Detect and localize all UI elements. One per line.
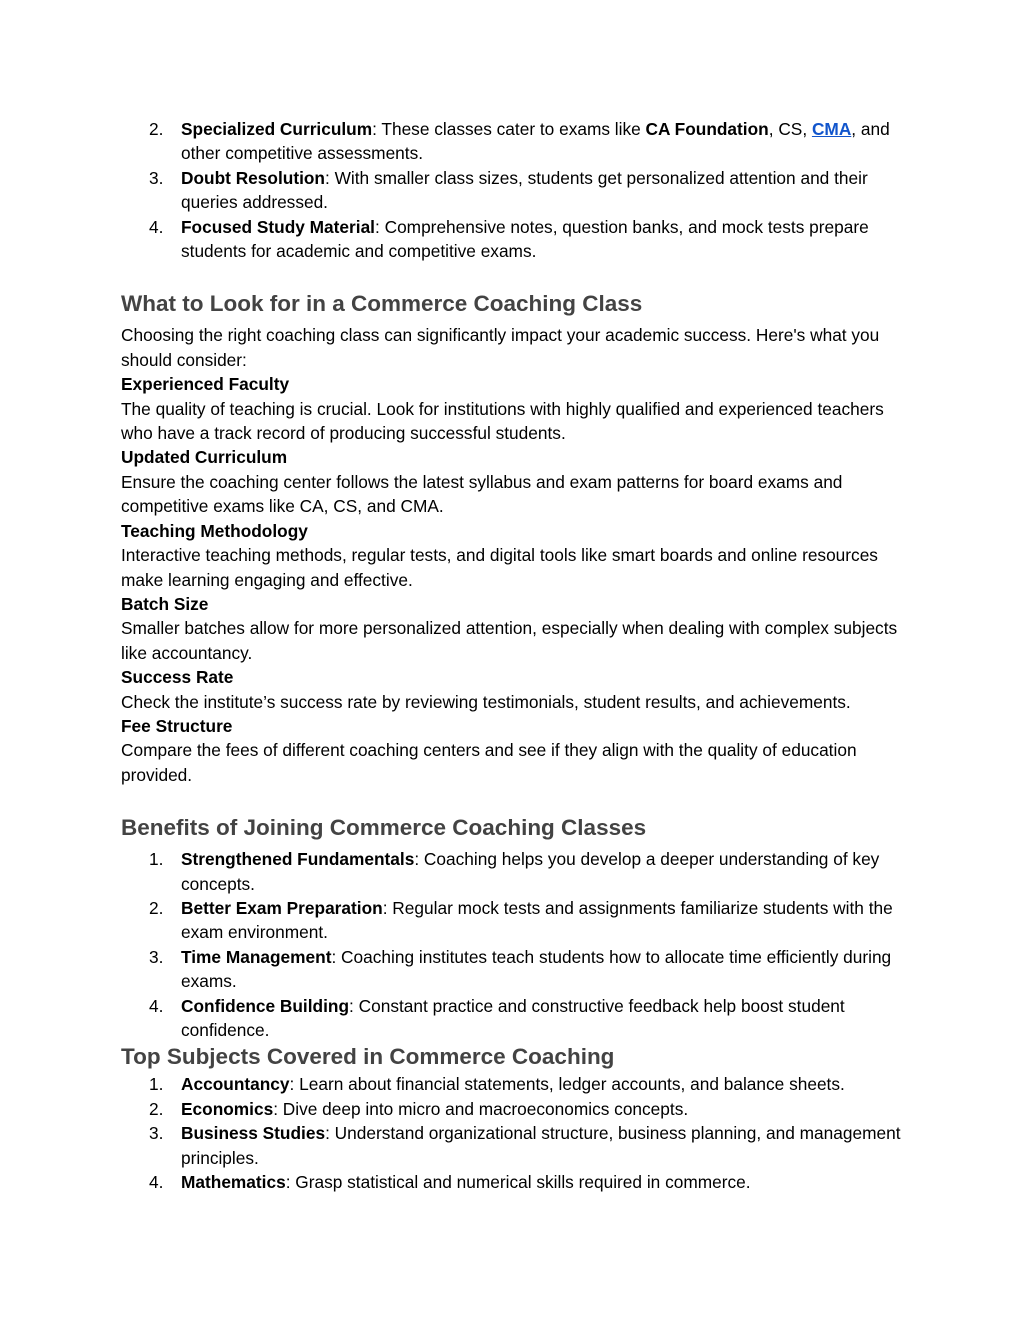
item-title: Doubt Resolution bbox=[181, 167, 325, 188]
benefits-list bbox=[121, 847, 911, 1042]
section-heading: Benefits of Joining Commerce Coaching Classes bbox=[121, 815, 647, 841]
list-number: 4. bbox=[149, 995, 164, 1016]
document-page bbox=[121, 117, 911, 1194]
list-item bbox=[121, 215, 911, 264]
criterion-title: Experienced Faculty bbox=[121, 374, 290, 395]
list-item bbox=[121, 896, 911, 945]
criterion-text: Smaller batches allow for more personalized attention, especially when dealing with complex subjects like accountancy. bbox=[121, 618, 898, 663]
criterion-text: Compare the fees of different coaching centers and see if they align with the quality of education provided. bbox=[121, 740, 857, 785]
item-title: Mathematics bbox=[181, 1172, 286, 1193]
criterion-title: Batch Size bbox=[121, 593, 209, 614]
item-title: Focused Study Material bbox=[181, 216, 375, 237]
item-text: : Comprehensive notes, question banks, and mock tests prepare students for academic and competitive exams. bbox=[181, 216, 869, 262]
list-item bbox=[121, 1072, 911, 1096]
item-text: : With smaller class sizes, students get personalized attention and their queries addressed. bbox=[181, 167, 868, 213]
list-number: 4. bbox=[149, 1172, 164, 1193]
section-heading: What to Look for in a Commerce Coaching Class bbox=[121, 291, 643, 317]
list-number: 4. bbox=[149, 216, 164, 237]
list-item bbox=[121, 1121, 911, 1170]
criteria-list bbox=[121, 372, 911, 787]
item-text: : Dive deep into micro and macroeconomics concepts. bbox=[273, 1098, 689, 1119]
item-text: : Learn about financial statements, ledger accounts, and balance sheets. bbox=[289, 1074, 845, 1095]
item-text: : These classes cater to exams like bbox=[372, 119, 646, 139]
item-text: , CS, bbox=[768, 119, 812, 139]
item-title: Accountancy bbox=[181, 1074, 290, 1095]
cma-link[interactable]: CMA bbox=[811, 119, 852, 139]
list-item bbox=[121, 117, 911, 166]
subjects-list bbox=[121, 1072, 911, 1194]
list-number: 3. bbox=[149, 1123, 164, 1144]
criterion-text: Ensure the coaching center follows the latest syllabus and exam patterns for board exams and competitive exams like CA, CS, and CMA. bbox=[121, 471, 843, 517]
list-number: 1. bbox=[149, 849, 164, 870]
item-text: : Regular mock tests and assignments familiarize students with the exam environment. bbox=[181, 897, 893, 943]
section-intro: Choosing the right coaching class can significantly impact your academic success. Here's what you should consider: bbox=[121, 325, 880, 370]
list-item bbox=[121, 1097, 911, 1121]
list-item bbox=[121, 945, 911, 994]
item-title: Better Exam Preparation bbox=[181, 897, 383, 918]
item-text: : Coaching helps you develop a deeper understanding of key concepts. bbox=[181, 849, 880, 894]
section-heading: Top Subjects Covered in Commerce Coaching bbox=[121, 1044, 615, 1070]
list-number: 1. bbox=[149, 1074, 164, 1095]
feature-list bbox=[121, 117, 911, 263]
list-item bbox=[121, 847, 911, 896]
criterion-text: Interactive teaching methods, regular tests, and digital tools like smart boards and online resources make learning engaging and effective. bbox=[121, 545, 878, 590]
criterion-title: Success Rate bbox=[121, 667, 234, 688]
item-text: : Grasp statistical and numerical skills required in commerce. bbox=[285, 1172, 751, 1193]
item-title: Specialized Curriculum bbox=[181, 119, 373, 139]
list-item bbox=[121, 994, 911, 1043]
list-number: 2. bbox=[149, 119, 164, 139]
list-number: 3. bbox=[149, 167, 164, 188]
list-number: 2. bbox=[149, 1098, 164, 1119]
item-text: : Constant practice and constructive feedback help boost student confidence. bbox=[181, 995, 845, 1040]
list-number: 2. bbox=[149, 897, 164, 918]
list-number: 3. bbox=[149, 946, 164, 967]
item-text: : Understand organizational structure, business planning, and management principles. bbox=[181, 1123, 901, 1168]
item-title: Business Studies bbox=[181, 1123, 326, 1144]
item-title: Confidence Building bbox=[181, 995, 350, 1016]
list-item bbox=[121, 1170, 911, 1194]
criterion-text: The quality of teaching is crucial. Look for institutions with highly qualified and experienced teachers who have a track record of producing successful students. bbox=[121, 398, 884, 444]
item-text: , and other competitive assessments. bbox=[181, 119, 890, 164]
item-title: Time Management bbox=[181, 946, 332, 967]
criterion-title: Fee Structure bbox=[121, 715, 233, 736]
item-exam-name: CA Foundation bbox=[645, 119, 769, 139]
criterion-title: Updated Curriculum bbox=[121, 447, 288, 468]
item-title: Economics bbox=[181, 1098, 274, 1119]
criterion-text: Check the institute’s success rate by reviewing testimonials, student results, and achievements. bbox=[121, 691, 851, 712]
item-title: Strengthened Fundamentals bbox=[181, 849, 415, 870]
list-item bbox=[121, 166, 911, 215]
criterion-title: Teaching Methodology bbox=[121, 520, 308, 541]
item-text: : Coaching institutes teach students how to allocate time efficiently during exams. bbox=[181, 946, 892, 992]
